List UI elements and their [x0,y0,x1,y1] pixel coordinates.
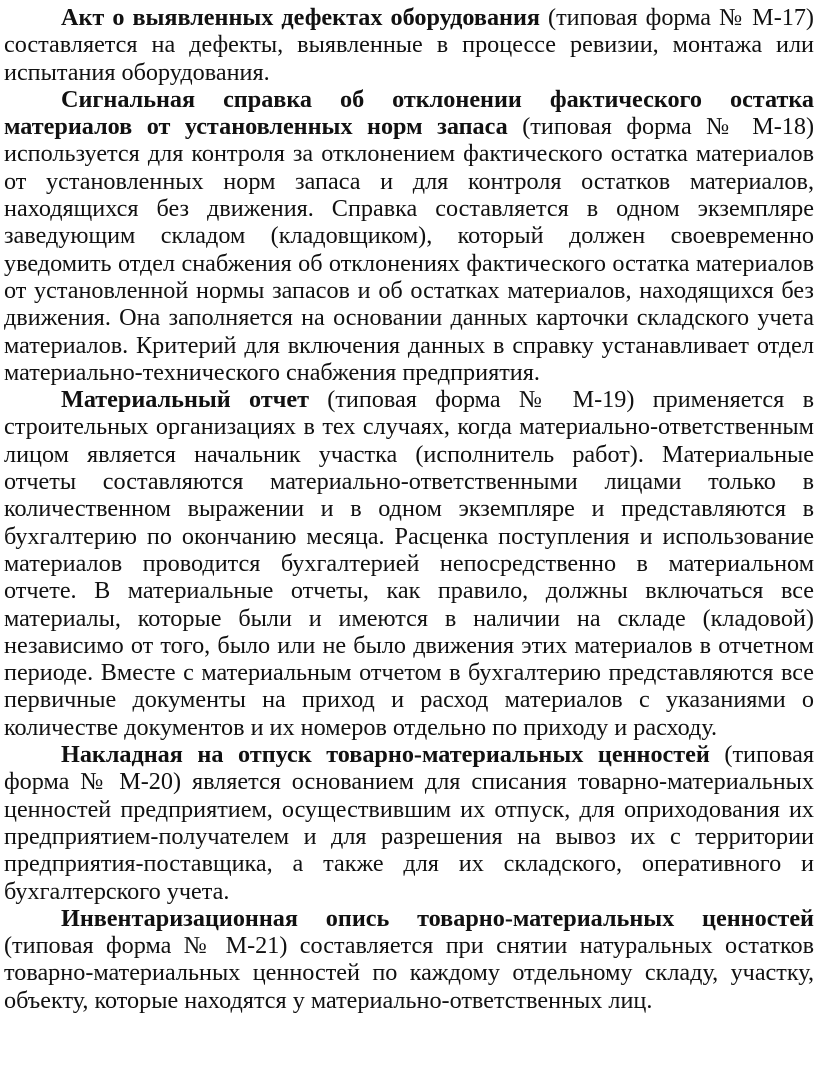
term-release-invoice: Накладная на отпуск товарно-материальных ценностей [61,741,710,769]
paragraph-inventory-list [4,905,814,1014]
term-inventory-list: Инвентаризационная опись товарно-материальных ценностей [61,904,814,932]
term-signal-note: Сигнальная справка об отклонении фактического остатка материалов от установленных норм запаса [4,85,814,141]
paragraph-defect-act [4,4,814,86]
paragraph-text: (типовая форма № М-18) используется для контроля за отклонением фактического остатка материалов от установленных норм запаса и для контроля остатков материалов, находящихся без движения. Справка составляется в одном экземпляре заведующим складом (кладовщиком), который должен своевременно уведомить отдел снабжения об отклонениях фактического остатка материалов от установленной нормы запасов и об остатках материалов, находящихся без движения. Она заполняется на основании данных карточки складского учета материалов. Критерий для включения данных в справку устанавливает отдел материально-технического снабжения предприятия. [4,113,814,386]
paragraph-text: (типовая форма № М-21) составляется при снятии натуральных остатков товарно-материальных ценностей по каждому отдельному складу, участку, объекту, которые находятся у материально-ответственных лиц. [4,932,814,1014]
paragraph-material-report [4,386,814,741]
paragraph-text: (типовая форма № М-20) является основанием для списания товарно-материальных ценностей предприятием, осуществившим их отпуск, для оприходования их предприятием-получателем и для разрешения на вывоз их с территории предприятия-поставщика, а также для их складского, оперативного и бухгалтерского учета. [4,741,814,905]
term-material-report: Материальный отчет [61,386,309,414]
paragraph-release-invoice [4,741,814,905]
paragraph-signal-note [4,86,814,386]
term-defect-act: Акт о выявленных дефектах оборудования [61,4,541,31]
paragraph-text: (типовая форма № М-19) применяется в строительных организациях в тех случаях, когда материально-ответственным лицом является начальник участка (исполнитель работ). Материальные отчеты составляются материально-ответственными лицами только в количественном выражении и в одном экземпляре и представляются в бухгалтерию по окончанию месяца. Расценка поступления и использование материалов проводится бухгалтерией непосредственно в материальном отчете. В материальные отчеты, как правило, должны включаться все материалы, которые были и имеются в наличии на складе (кладовой) независимо от того, было или не было движения этих материалов в отчетном периоде. Вместе с материальным отчетом в бухгалтерию представляются все первичные документы на приход и расход материалов с указаниями о количестве документов и их номеров отдельно по приходу и расходу. [4,386,815,741]
paragraph-text: (типовая форма № М-17) составляется на дефекты, выявленные в процессе ревизии, монтажа или испытания оборудования. [4,4,814,86]
